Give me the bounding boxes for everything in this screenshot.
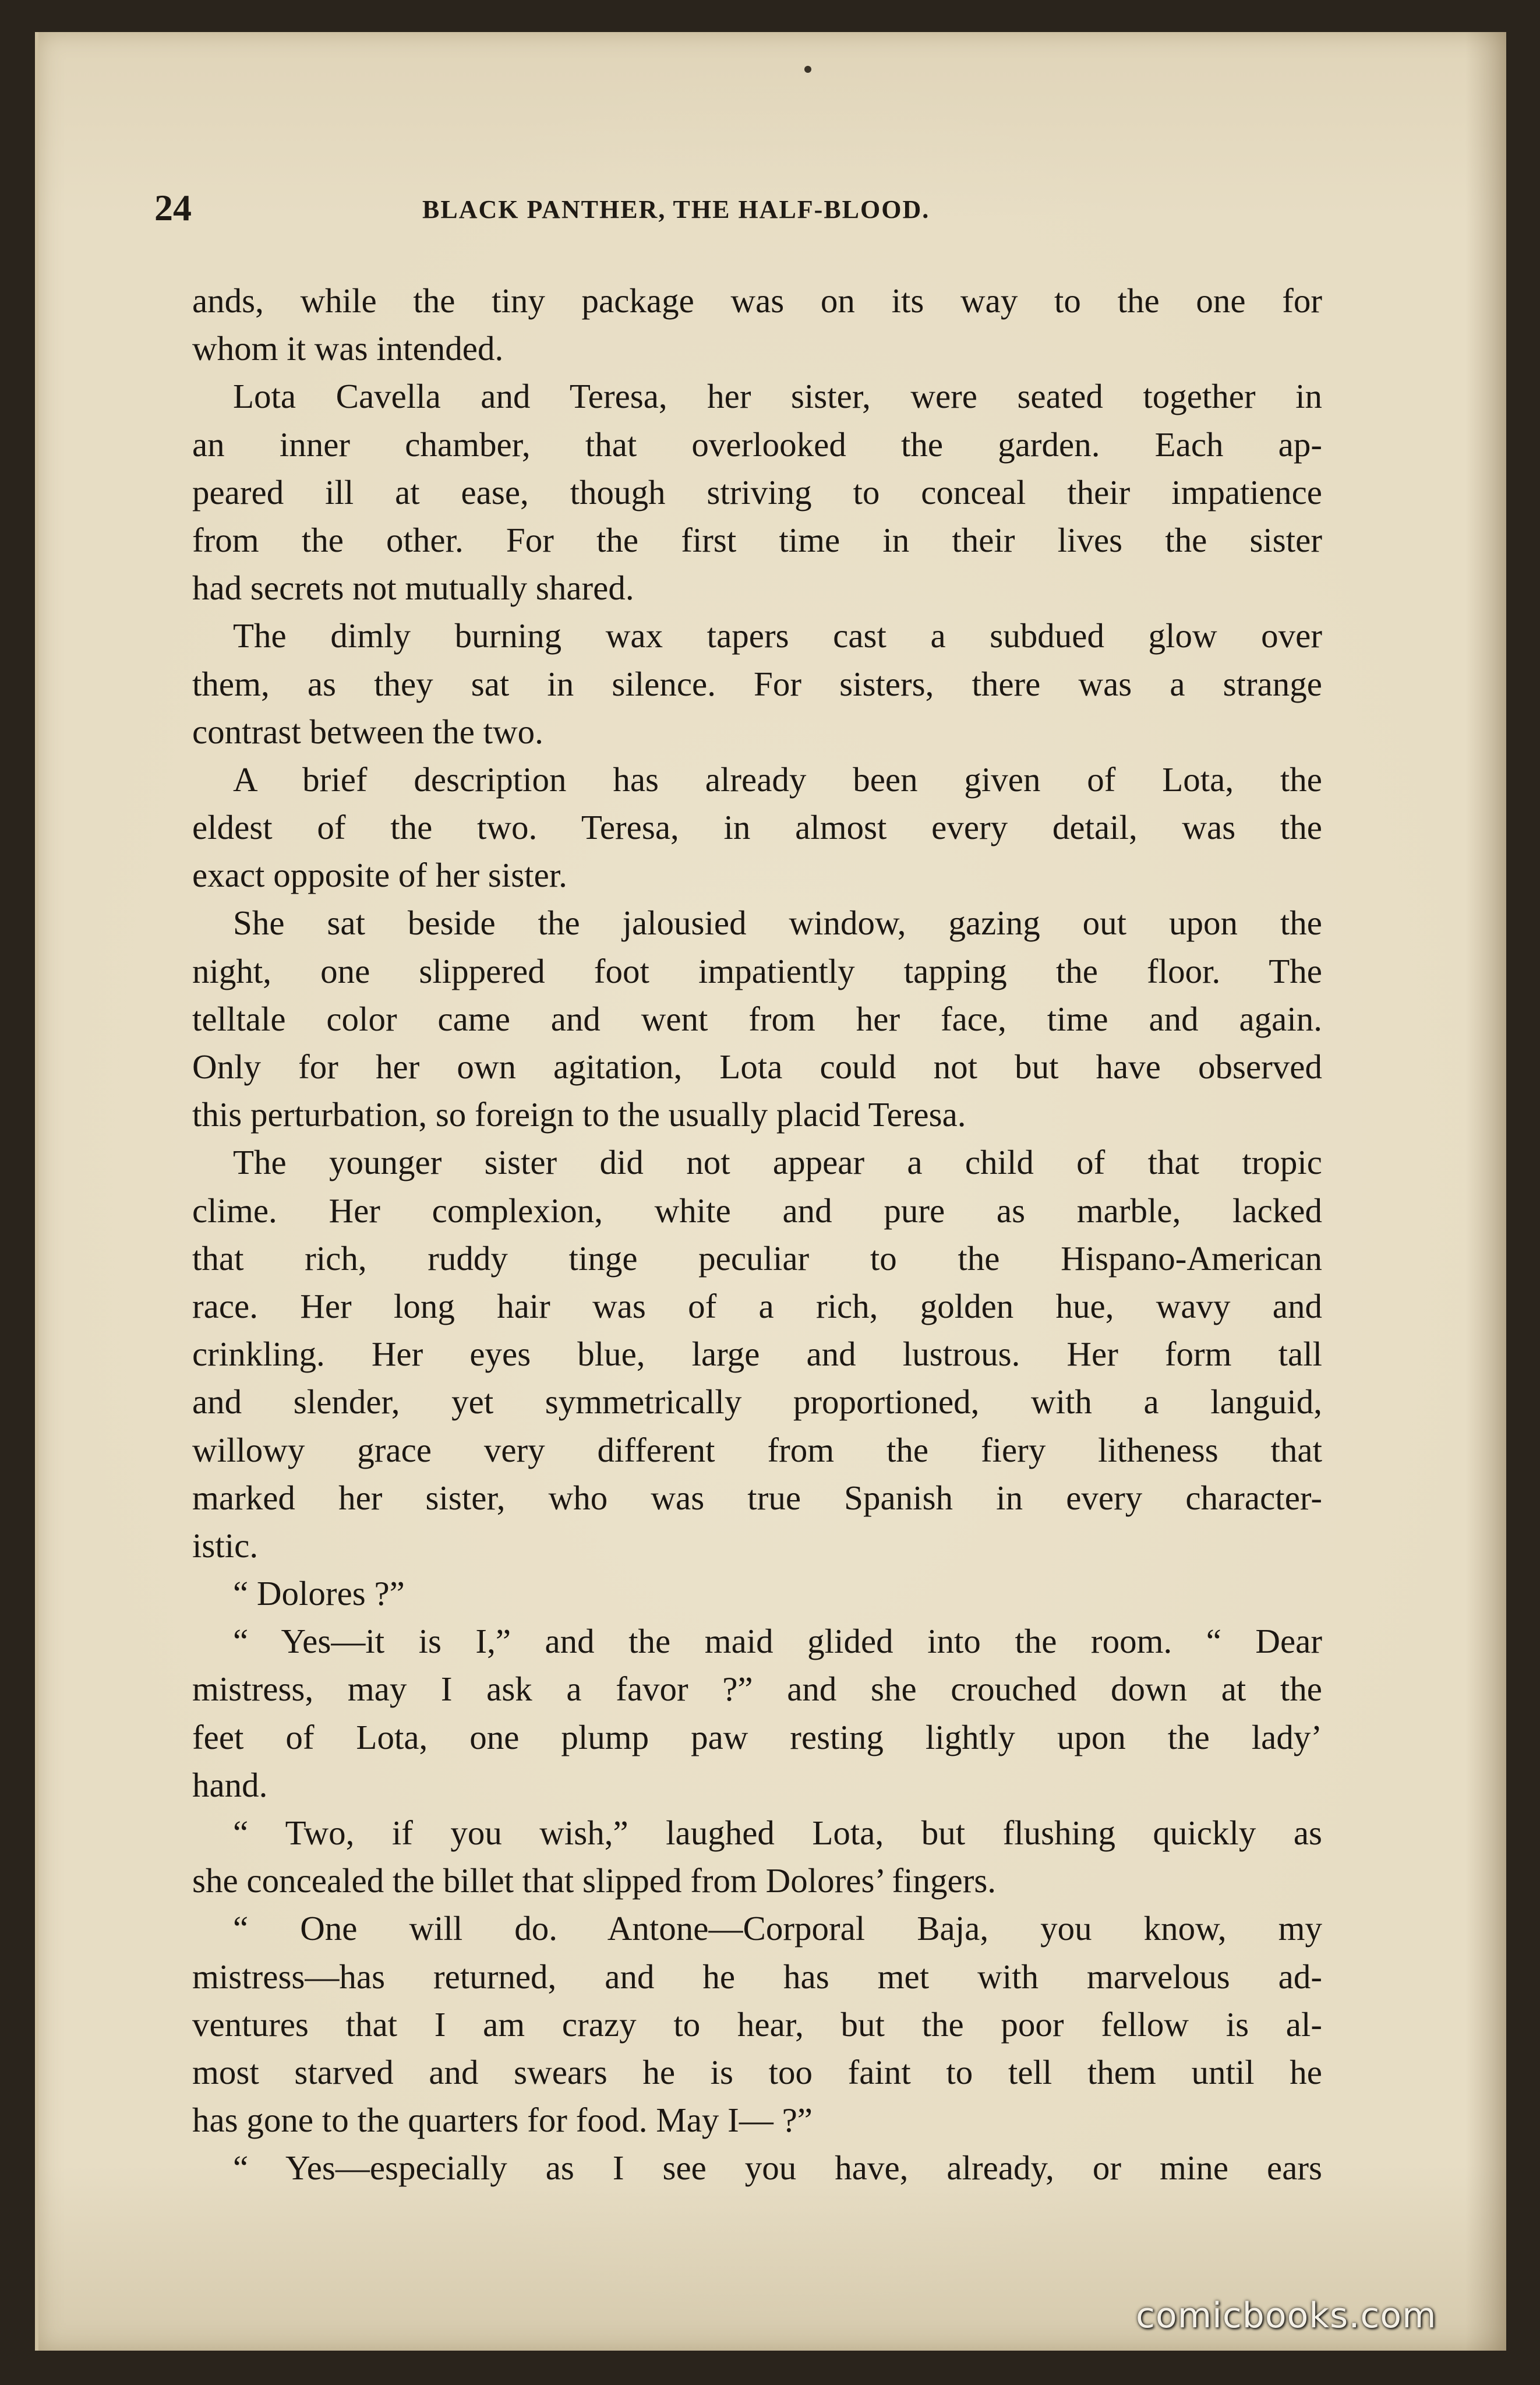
text-line: “ One will do. Antone—Corporal Baja, you know, my: [233, 1909, 1322, 1948]
text-line: ventures that I am crazy to hear, but the poor fellow is al-: [192, 2005, 1322, 2044]
text-line: Only for her own agitation, Lota could not but have observed: [192, 1047, 1322, 1086]
text-line: “ Two, if you wish,” laughed Lota, but flushing quickly as: [233, 1814, 1322, 1852]
body-text: [192, 277, 1322, 2192]
text-line: ands, while the tiny package was on its way to the one for: [192, 281, 1322, 320]
page-number: 24: [154, 187, 192, 228]
text-line: an inner chamber, that overlooked the garden. Each ap-: [192, 425, 1322, 464]
text-line: willowy grace very different from the fiery litheness that: [192, 1430, 1322, 1469]
text-line: Lota Cavella and Teresa, her sister, were seated together in: [233, 377, 1322, 416]
text-line: she concealed the billet that slipped from Dolores’ fingers.: [192, 1861, 997, 1900]
text-line: peared ill at ease, though striving to conceal their impatience: [192, 472, 1322, 511]
text-line: mistress—has returned, and he has met with marvelous ad-: [192, 1957, 1322, 1996]
text-line: A brief description has already been given of Lota, the: [233, 760, 1322, 799]
text-line: The younger sister did not appear a child of that tropic: [233, 1143, 1322, 1182]
text-line: feet of Lota, one plump paw resting lightly upon the lady’: [192, 1717, 1322, 1756]
text-line: them, as they sat in silence. For sisters, there was a strange: [192, 664, 1322, 703]
text-line: “ Dolores ?”: [233, 1574, 405, 1613]
text-line: most starved and swears he is too faint to tell them until he: [192, 2052, 1322, 2091]
text-line: telltale color came and went from her face, time and again.: [192, 999, 1322, 1038]
text-line: “ Yes—it is I,” and the maid glided into the room. “ Dear: [233, 1622, 1322, 1661]
text-line: had secrets not mutually shared.: [192, 569, 634, 608]
ink-dot: [804, 66, 811, 73]
text-line: marked her sister, who was true Spanish in every character-: [192, 1478, 1322, 1517]
text-line: istic.: [192, 1526, 259, 1565]
text-line: clime. Her complexion, white and pure as marble, lacked: [192, 1191, 1322, 1230]
text-line: has gone to the quarters for food. May I— ?”: [192, 2101, 813, 2140]
watermark: comicbooks.com: [1136, 2295, 1437, 2336]
text-line: this perturbation, so foreign to the usually placid Teresa.: [192, 1095, 966, 1134]
text-line: eldest of the two. Teresa, in almost every detail, was the: [192, 808, 1322, 847]
running-head-title: BLACK PANTHER, THE HALF-BLOOD.: [422, 195, 930, 224]
text-line: race. Her long hair was of a rich, golden hue, wavy and: [192, 1286, 1322, 1325]
text-line: hand.: [192, 1765, 268, 1804]
text-line: whom it was intended.: [192, 329, 504, 368]
text-line: contrast between the two.: [192, 712, 543, 751]
page-edge-shadow: [1465, 32, 1506, 2351]
text-line: from the other. For the first time in their lives the sister: [192, 520, 1322, 559]
text-line: “ Yes—especially as I see you have, already, or mine ears: [233, 2148, 1322, 2188]
text-line: night, one slippered foot impatiently tapping the floor. The: [192, 951, 1322, 990]
running-head: [154, 186, 1325, 239]
text-line: She sat beside the jalousied window, gazing out upon the: [233, 904, 1322, 943]
text-line: crinkling. Her eyes blue, large and lustrous. Her form tall: [192, 1335, 1322, 1374]
text-line: that rich, ruddy tinge peculiar to the Hispano-American: [192, 1239, 1322, 1278]
text-line: and slender, yet symmetrically proportioned, with a languid,: [192, 1382, 1322, 1421]
text-line: mistress, may I ask a favor ?” and she crouched down at the: [192, 1670, 1322, 1709]
text-line: exact opposite of her sister.: [192, 856, 567, 895]
text-line: The dimly burning wax tapers cast a subdued glow over: [233, 616, 1322, 655]
